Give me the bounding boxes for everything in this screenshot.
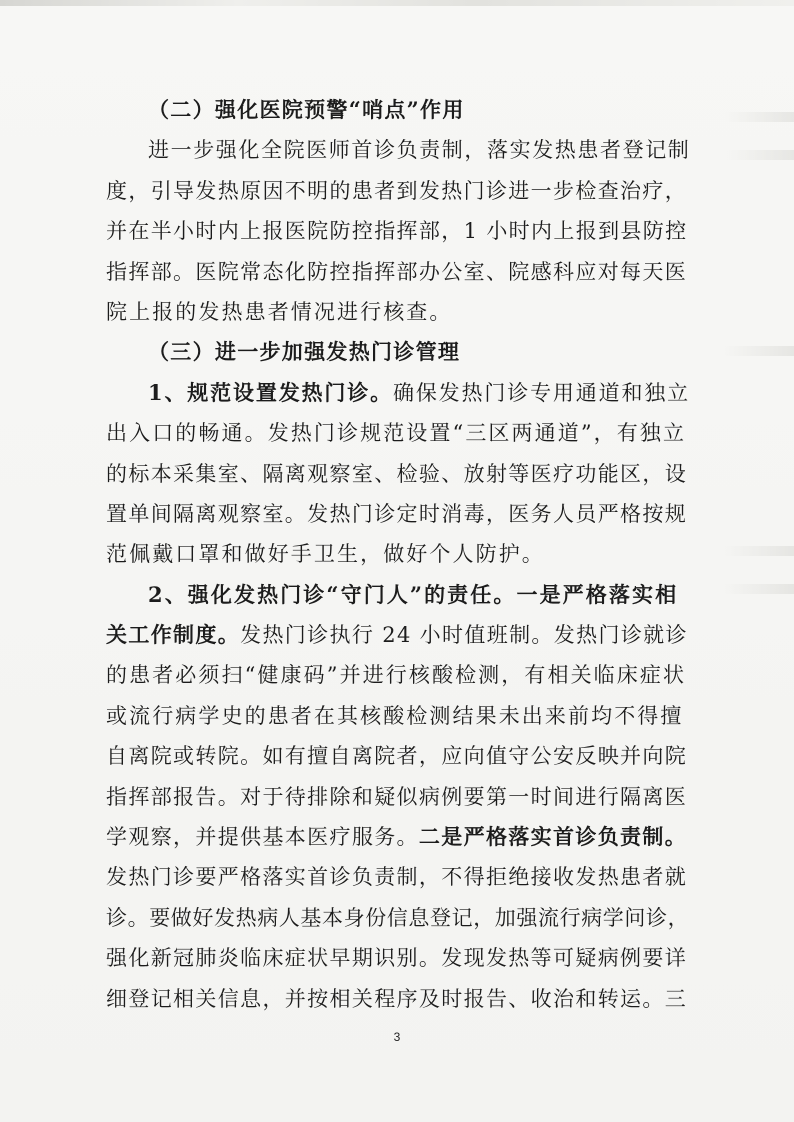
item-2-title: 2、强化发热门诊“守门人”的责任。 (148, 581, 517, 607)
body-text: 并在半小时内上报医院防控指挥部，1 小时内上报到县防控 (106, 219, 688, 244)
body-text: 进一步强化全院医师首诊负责制，落实发热患者登记制 (148, 138, 691, 163)
body-text: 诊。要做好发热病人基本身份信息登记，加强流行病学问诊， (106, 905, 690, 930)
bleed-through-mark (724, 346, 794, 356)
paragraph-line (106, 979, 691, 1019)
paragraph-line (106, 857, 691, 897)
item-1-title: 1、规范设置发热门诊。 (148, 379, 393, 405)
body-text: 的患者必须扫“健康码”并进行核酸检测，有相关临床症状 (106, 663, 687, 688)
paragraph-line (106, 454, 691, 494)
point-1-title: 一是严格落实相 (516, 581, 679, 607)
paragraph-line (106, 817, 691, 857)
paragraph-line (106, 292, 691, 332)
paragraph-line (106, 777, 691, 817)
paragraph-line (106, 736, 691, 776)
paragraph-line (106, 130, 691, 170)
section-3-heading: （三）进一步加强发热门诊管理 (148, 339, 461, 365)
body-text: 范佩戴口罩和做好手卫生，做好个人防护。 (106, 542, 545, 567)
body-text: 发热门诊执行 24 小时值班制。发热门诊就诊 (240, 623, 688, 648)
body-text: 强化新冠肺炎临床症状早期识别。发现发热等可疑病例要详 (106, 946, 688, 971)
section-heading (106, 90, 691, 130)
body-text: 度，引导发热原因不明的患者到发热门诊进一步检查治疗， (106, 178, 688, 203)
paragraph-line (106, 373, 691, 413)
paragraph-line (106, 696, 691, 736)
body-text: 或流行病学史的患者在其核酸检测结果未出来前均不得擅 (106, 703, 684, 728)
bleed-through-mark (724, 112, 794, 122)
body-text: 学观察，并提供基本医疗服务。 (106, 825, 419, 850)
body-text: 发热门诊要严格落实首诊负责制，不得拒绝接收发热患者就 (106, 865, 688, 890)
paragraph-line (106, 211, 691, 251)
paragraph-line (106, 252, 691, 292)
body-text: 置单间隔离观察室。发热门诊定时消毒，医务人员严格按规 (106, 501, 688, 526)
paragraph-line (106, 575, 691, 615)
page-number: 3 (393, 1030, 401, 1044)
paragraph-line (106, 171, 691, 211)
body-text: 自离院或转院。如有擅自离院者，应向值守公安反映并向院 (106, 744, 688, 769)
scan-edge (0, 0, 794, 6)
section-heading (106, 332, 691, 372)
document-body (106, 90, 691, 1019)
body-text: 细登记相关信息，并按相关程序及时报告、收治和转运。三 (106, 986, 688, 1011)
bleed-through-mark (724, 150, 794, 160)
body-text: 出入口的畅通。发热门诊规范设置“三区两通道”，有独立 (106, 421, 687, 446)
paragraph-line (106, 938, 691, 978)
body-text: 的标本采集室、隔离观察室、检验、放射等医疗功能区，设 (106, 461, 688, 486)
paragraph-line (106, 898, 691, 938)
body-text: 指挥部。医院常态化防控指挥部办公室、院感科应对每天医 (106, 259, 688, 284)
paragraph-line (106, 615, 691, 655)
point-1-title: 关工作制度。 (106, 622, 241, 648)
body-text: 确保发热门诊专用通道和独立 (392, 380, 691, 405)
section-2-heading: （二）强化医院预警“哨点”作用 (148, 97, 465, 122)
paragraph-line (106, 655, 691, 695)
body-text: 院上报的发热患者情况进行核查。 (106, 299, 453, 324)
paragraph-line (106, 413, 691, 453)
bleed-through-mark (724, 584, 794, 594)
paragraph-line (106, 494, 691, 534)
body-text: 指挥部报告。对于待排除和疑似病例要第一时间进行隔离医 (106, 784, 688, 809)
point-2-title: 二是严格落实首诊负责制。 (418, 824, 688, 850)
bleed-through-mark (724, 546, 794, 556)
paragraph-line (106, 534, 691, 574)
